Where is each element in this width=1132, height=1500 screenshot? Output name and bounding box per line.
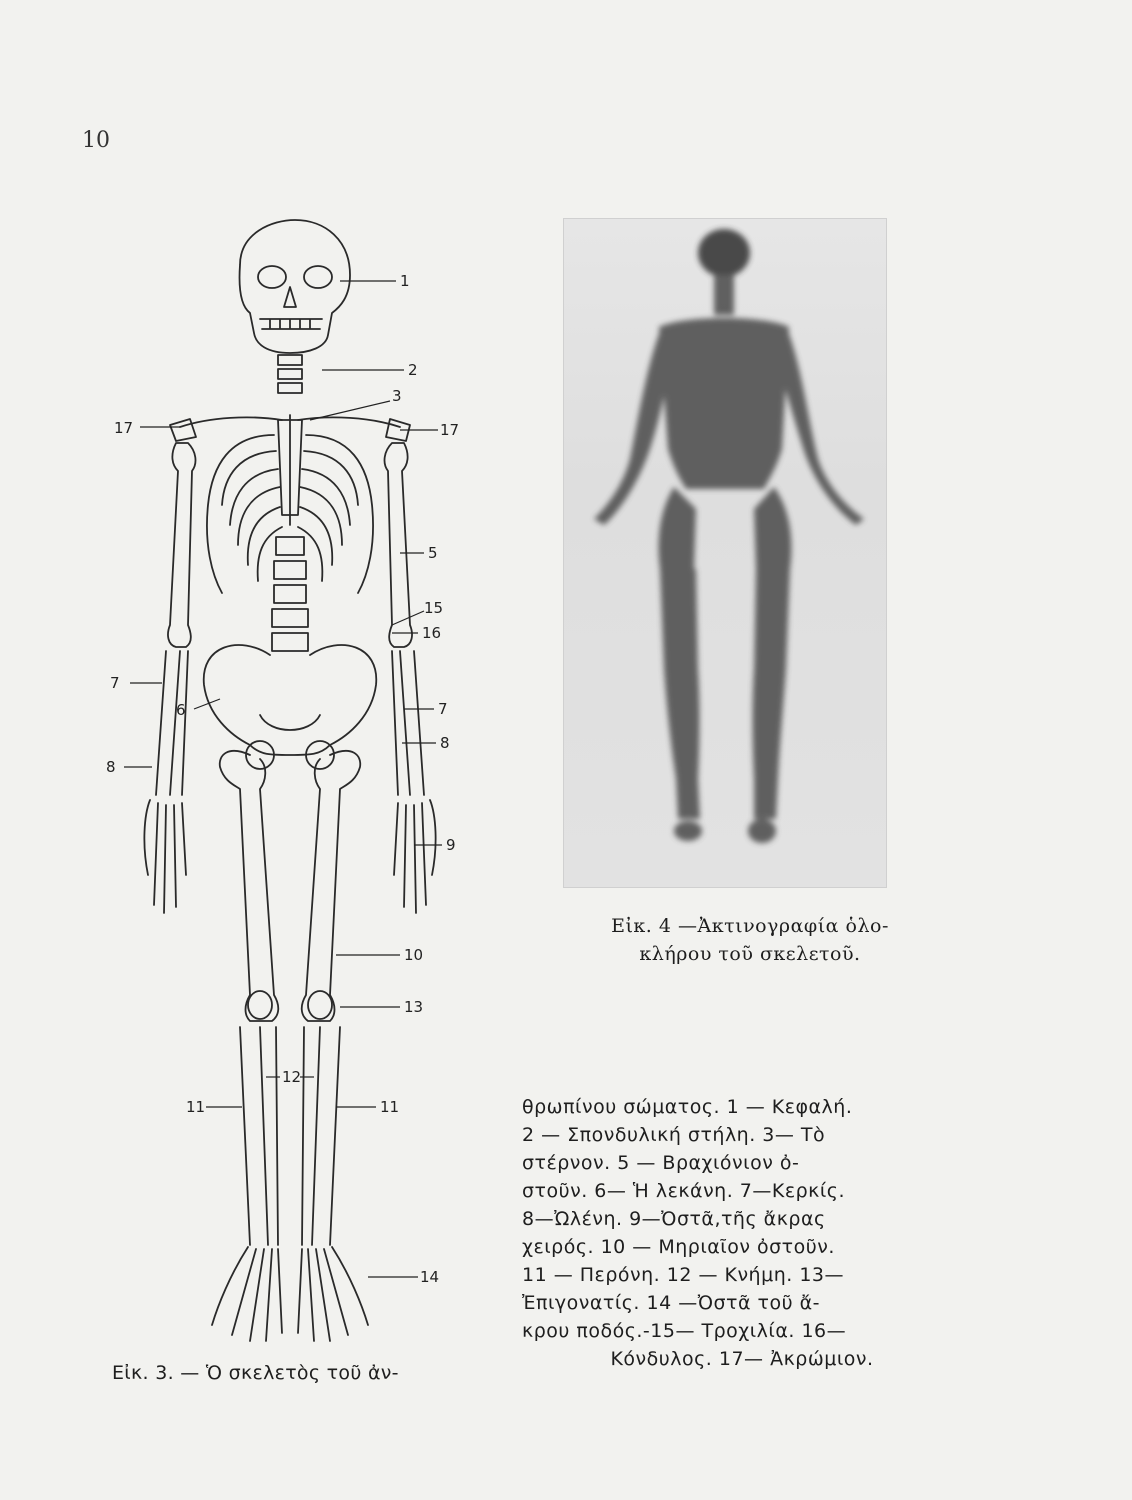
legend-line-4: στοῦν. 6— Ἡ λεκάνη. 7—Κερκίς. xyxy=(522,1180,845,1202)
legend-line-8: Ἐπιγονατίς. 14 —Ὀστᾶ τοῦ ἄ- xyxy=(522,1292,820,1314)
skeleton-label-8-right: 8 xyxy=(440,734,450,752)
legend-line-2: 2 — Σπονδυλική στήλη. 3— Τὸ xyxy=(522,1124,826,1146)
figure-4-caption-line-2: κλήρου τοῦ σκελετοῦ. xyxy=(639,943,861,965)
legend-line-7: 11 — Περόνη. 12 — Κνήμη. 13— xyxy=(522,1264,844,1286)
skeleton-label-2: 2 xyxy=(408,361,418,379)
legend-line-3: στέρνον. 5 — Βραχιόνιον ὀ- xyxy=(522,1152,800,1174)
skeleton-illustration xyxy=(100,215,480,1350)
skeleton-label-6: 6 xyxy=(176,701,186,719)
skeleton-label-11-right: 11 xyxy=(380,1098,400,1116)
page-number: 10 xyxy=(82,128,110,153)
xray-photo xyxy=(563,218,887,888)
skeleton-label-13: 13 xyxy=(404,998,424,1016)
figure-legend xyxy=(522,1093,962,1373)
skeleton-label-16: 16 xyxy=(422,624,442,642)
figure-4-caption xyxy=(570,912,930,968)
legend-line-6: χειρός. 10 — Μηριαῖον ὀστοῦν. xyxy=(522,1236,835,1258)
skeleton-label-1: 1 xyxy=(400,272,410,290)
skeleton-label-14: 14 xyxy=(420,1268,440,1286)
skeleton-label-10: 10 xyxy=(404,946,424,964)
legend-line-10: Κόνδυλος. 17— Ἀκρώμιον. xyxy=(610,1348,874,1370)
skeleton-label-15: 15 xyxy=(424,599,444,617)
legend-line-9: κρου ποδός.-15— Τροχιλία. 16— xyxy=(522,1320,847,1342)
skeleton-label-11-left: 11 xyxy=(186,1098,206,1116)
skeleton-label-17-left: 17 xyxy=(114,419,134,437)
skeleton-label-12: 12 xyxy=(282,1068,302,1086)
skeleton-label-9: 9 xyxy=(446,836,456,854)
skeleton-label-8-left: 8 xyxy=(106,758,116,776)
skeleton-label-7-left: 7 xyxy=(110,674,120,692)
legend-line-5: 8—Ὠλένη. 9—Ὀστᾶ,τῆς ἄκρας xyxy=(522,1208,826,1230)
figure-4-caption-line-1: Εἰκ. 4 —Ἀκτινογραφία ὁλο- xyxy=(611,915,889,937)
skeleton-label-3: 3 xyxy=(392,387,402,405)
skeleton-label-5: 5 xyxy=(428,544,438,562)
legend-line-1: θρωπίνου σώματος. 1 — Κεφαλή. xyxy=(522,1096,853,1118)
skeleton-label-7-right: 7 xyxy=(438,700,448,718)
skeleton-figure xyxy=(100,215,480,1350)
xray-image xyxy=(564,219,886,887)
skeleton-label-17-right: 17 xyxy=(440,421,460,439)
figure-3-caption: Εἰκ. 3. — Ὁ σκελετὸς τοῦ ἀν- xyxy=(112,1362,399,1384)
